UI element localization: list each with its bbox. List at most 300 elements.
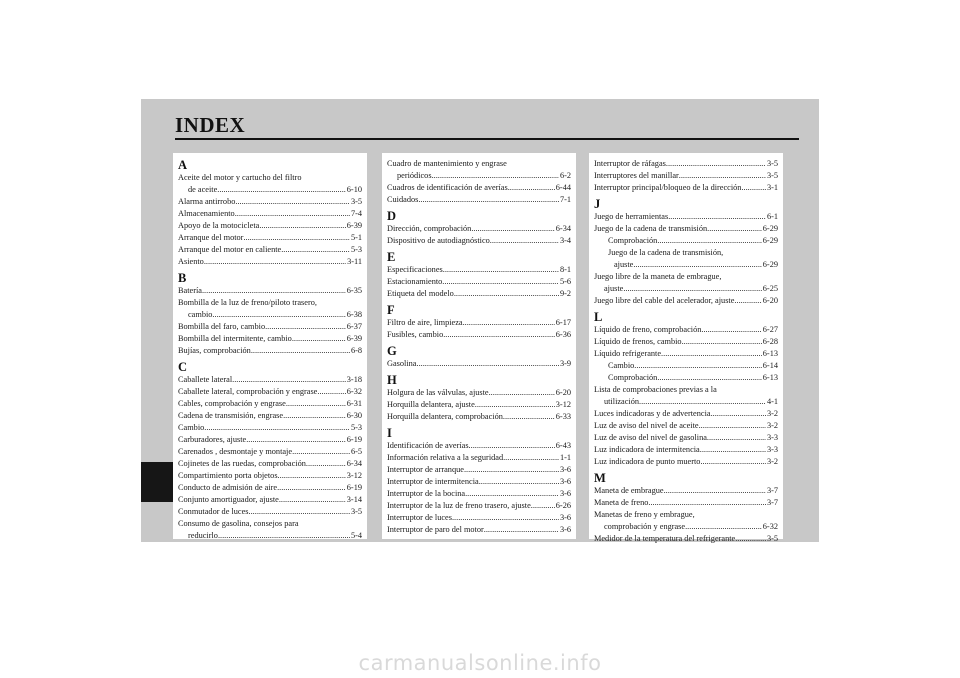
index-entry-label: Cables, comprobación y engrase xyxy=(178,399,286,408)
index-entry-page: 6-33 xyxy=(555,412,571,421)
index-entry-label: Cambio xyxy=(608,361,635,370)
dot-leader xyxy=(204,256,346,268)
index-section-letter: J xyxy=(594,197,601,211)
dot-leader xyxy=(432,170,559,182)
index-entry xyxy=(594,420,778,432)
index-entry xyxy=(387,288,571,300)
index-entry-heading: Lista de comprobaciones previas a la xyxy=(594,385,717,394)
index-entry-page: 6-35 xyxy=(346,286,362,295)
dot-leader xyxy=(666,158,766,170)
index-entry xyxy=(387,264,571,276)
index-entry-page: 6-29 xyxy=(762,260,778,269)
dot-leader xyxy=(531,500,555,512)
index-entry-label: Alarma antirrobo xyxy=(178,197,236,206)
dot-leader xyxy=(292,333,346,345)
index-entry-page: 6-20 xyxy=(555,388,571,397)
index-entry-label: Interruptor de arranque xyxy=(387,465,464,474)
index-section-letter: E xyxy=(387,250,396,264)
page-title: INDEX xyxy=(175,113,246,137)
index-entry-label: Comprobación xyxy=(608,236,658,245)
dot-leader xyxy=(292,446,350,458)
dot-leader xyxy=(246,434,346,446)
index-entry-page: 6-27 xyxy=(762,325,778,334)
index-entry xyxy=(178,256,362,268)
index-entry-label: utilización xyxy=(604,397,640,406)
dot-leader xyxy=(417,358,559,370)
dot-leader xyxy=(251,345,350,357)
index-section-letter: H xyxy=(387,373,397,387)
index-entry-page: 3-9 xyxy=(559,359,571,368)
index-entry xyxy=(594,497,778,509)
index-entry-page: 9-2 xyxy=(559,289,571,298)
index-entry-page: 6-26 xyxy=(555,501,571,510)
dot-leader xyxy=(442,276,559,288)
watermark: carmanualsonline.info xyxy=(358,651,602,675)
index-entry-page: 3-6 xyxy=(559,513,571,522)
index-entry xyxy=(178,470,362,482)
index-entry xyxy=(594,444,778,456)
index-entry-page: 3-7 xyxy=(766,498,778,507)
dot-leader xyxy=(317,386,345,398)
dot-leader xyxy=(463,317,555,329)
index-entry xyxy=(387,512,571,524)
index-section-letter: C xyxy=(178,360,188,374)
dot-leader xyxy=(711,408,766,420)
dot-leader xyxy=(679,170,766,182)
dot-leader xyxy=(202,285,346,297)
index-entry-label: Arranque del motor xyxy=(178,233,244,242)
index-entry-page: 6-1 xyxy=(766,212,778,221)
index-section-letter: L xyxy=(594,310,603,324)
index-entry-label: Dirección, comprobación xyxy=(387,224,472,233)
index-entry xyxy=(387,317,571,329)
index-entry xyxy=(594,158,778,170)
index-entry xyxy=(387,235,571,247)
index-entry-label: comprobación y engrase xyxy=(604,522,686,531)
index-entry-label: Maneta de freno xyxy=(594,498,649,507)
index-entry-label: Líquido refrigerante xyxy=(594,349,662,358)
index-entry xyxy=(178,309,362,321)
index-entry xyxy=(594,211,778,223)
index-entry xyxy=(594,485,778,497)
index-entry xyxy=(594,521,778,533)
section-tab xyxy=(141,462,177,502)
index-entry xyxy=(594,170,778,182)
index-entry-heading: Cuadro de mantenimiento y engrase xyxy=(387,159,507,168)
index-entry-page: 6-19 xyxy=(346,483,362,492)
index-entry-heading: Aceite del motor y cartucho del filtro xyxy=(178,173,302,182)
index-entry-label: Etiqueta del modelo xyxy=(387,289,454,298)
index-entry xyxy=(178,285,362,297)
index-entry xyxy=(387,387,571,399)
dot-leader xyxy=(648,497,766,509)
index-entry-page: 3-3 xyxy=(766,445,778,454)
dot-leader xyxy=(243,232,350,244)
dot-leader xyxy=(623,283,761,295)
index-entry xyxy=(387,500,571,512)
index-entry-page: 6-31 xyxy=(346,399,362,408)
dot-leader xyxy=(475,399,555,411)
index-entry xyxy=(387,476,571,488)
index-entry-label: Fusibles, cambio xyxy=(387,330,444,339)
index-section-letter: M xyxy=(594,471,606,485)
index-entry-page: 6-13 xyxy=(762,349,778,358)
dot-leader xyxy=(279,494,346,506)
index-entry-label: Almacenamiento xyxy=(178,209,235,218)
dot-leader xyxy=(490,235,559,247)
index-entry-label: Información relativa a la seguridad xyxy=(387,453,504,462)
index-entry-page: 7-4 xyxy=(350,209,362,218)
index-section-letter: D xyxy=(387,209,397,223)
dot-leader xyxy=(249,506,350,518)
index-entry xyxy=(387,411,571,423)
dot-leader xyxy=(306,458,346,470)
index-entry-label: Juego libre del cable del acelerador, ajuste xyxy=(594,296,735,305)
dot-leader xyxy=(265,321,346,333)
dot-leader xyxy=(235,196,350,208)
index-entry-page: 3-12 xyxy=(346,471,362,480)
dot-leader xyxy=(465,488,559,500)
index-entry xyxy=(178,434,362,446)
index-entry-label: reducirlo xyxy=(188,531,218,540)
index-entry-page: 5-3 xyxy=(350,245,362,254)
index-entry-page: 3-2 xyxy=(766,457,778,466)
index-section-letter: I xyxy=(387,426,392,440)
index-entry xyxy=(178,458,362,470)
index-entry-page: 3-11 xyxy=(347,257,362,266)
index-entry-label: Maneta de embrague xyxy=(594,486,664,495)
index-entry-page: 6-29 xyxy=(762,236,778,245)
index-entry-label: Conjunto amortiguador, ajuste xyxy=(178,495,279,504)
index-entry xyxy=(594,432,778,444)
index-entry-page: 6-2 xyxy=(559,171,571,180)
dot-leader xyxy=(286,398,346,410)
index-entry-heading: Consumo de gasolina, consejos para xyxy=(178,519,299,528)
index-entry xyxy=(178,506,362,518)
index-entry xyxy=(178,232,362,244)
index-entry-label: ajuste xyxy=(614,260,634,269)
index-entry-label: Conducto de admisión de aire xyxy=(178,483,278,492)
index-entry-page: 5-6 xyxy=(559,277,571,286)
index-entry-heading: Juego de la cadena de transmisión, xyxy=(608,248,724,257)
index-entry-label: Bujías, comprobación xyxy=(178,346,251,355)
index-entry-label: Horquilla delantera, comprobación xyxy=(387,412,503,421)
index-entry xyxy=(387,452,571,464)
index-entry xyxy=(178,422,362,434)
index-entry-label: Luz de aviso del nivel de gasolina xyxy=(594,433,707,442)
index-entry-label: Luz indicadora de intermitencia xyxy=(594,445,700,454)
index-entry-label: cambio xyxy=(188,310,213,319)
index-section-letter: F xyxy=(387,303,395,317)
index-entry xyxy=(178,321,362,333)
index-entry-page: 3-5 xyxy=(766,171,778,180)
index-entry-heading: Bombilla de la luz de freno/piloto trasero, xyxy=(178,298,317,307)
index-entry-label: Interruptor de paro del motor xyxy=(387,525,484,534)
index-entry-page: 6-30 xyxy=(346,411,362,420)
index-entry-page: 6-13 xyxy=(762,373,778,382)
dot-leader xyxy=(503,411,555,423)
dot-leader xyxy=(734,295,761,307)
index-entry-page: 6-5 xyxy=(350,447,362,456)
index-entry-page: 6-39 xyxy=(346,221,362,230)
index-entry-page: 6-17 xyxy=(555,318,571,327)
index-entry-label: periódicos xyxy=(397,171,432,180)
index-entry xyxy=(178,333,362,345)
index-entry xyxy=(387,276,571,288)
dot-leader xyxy=(452,512,559,524)
index-entry xyxy=(178,386,362,398)
dot-leader xyxy=(212,309,345,321)
index-entry xyxy=(594,182,778,194)
index-entry-label: Especificaciones xyxy=(387,265,443,274)
index-entry-page: 3-6 xyxy=(559,465,571,474)
index-entry xyxy=(594,348,778,360)
index-entry-page: 3-5 xyxy=(766,159,778,168)
index-entry xyxy=(387,170,571,182)
dot-leader xyxy=(283,410,346,422)
index-entry xyxy=(387,440,571,452)
index-entry-label: Interruptor de luces xyxy=(387,513,452,522)
index-entry-page: 3-7 xyxy=(766,486,778,495)
index-entry-label: Interruptor de la luz de freno trasero, ajuste xyxy=(387,501,531,510)
index-entry-label: Interruptor principal/bloqueo de la dirección xyxy=(594,183,742,192)
index-entry-page: 6-28 xyxy=(762,337,778,346)
index-entry xyxy=(178,482,362,494)
index-column-2 xyxy=(382,153,576,539)
index-entry-label: Cuidados xyxy=(387,195,419,204)
index-entry xyxy=(178,530,362,542)
index-entry-label: Cojinetes de las ruedas, comprobación xyxy=(178,459,306,468)
index-entry-page: 8-1 xyxy=(559,265,571,274)
index-entry xyxy=(178,208,362,220)
dot-leader xyxy=(685,521,762,533)
index-entry-heading: Juego libre de la maneta de embrague, xyxy=(594,272,722,281)
index-entry-page: 3-2 xyxy=(766,409,778,418)
dot-leader xyxy=(469,440,555,452)
index-entry-label: Holgura de las válvulas, ajuste xyxy=(387,388,489,397)
dot-leader xyxy=(464,464,559,476)
dot-leader xyxy=(259,220,345,232)
index-entry-label: Compartimiento porta objetos xyxy=(178,471,278,480)
index-entry-page: 5-1 xyxy=(350,233,362,242)
dot-leader xyxy=(657,235,761,247)
dot-leader xyxy=(661,348,762,360)
index-entry-page: 3-4 xyxy=(559,236,571,245)
index-entry xyxy=(594,259,778,271)
dot-leader xyxy=(664,485,766,497)
dot-leader xyxy=(699,420,766,432)
index-entry-label: Identificación de averías xyxy=(387,441,469,450)
dot-leader xyxy=(471,223,554,235)
index-entry-page: 6-32 xyxy=(346,387,362,396)
index-entry xyxy=(387,329,571,341)
dot-leader xyxy=(634,360,762,372)
index-entry-page: 3-6 xyxy=(559,489,571,498)
index-entry-page: 3-5 xyxy=(350,197,362,206)
dot-leader xyxy=(479,476,559,488)
index-entry-page: 6-32 xyxy=(762,522,778,531)
index-entry-label: de aceite xyxy=(188,185,218,194)
index-entry xyxy=(387,399,571,411)
index-entry-page: 6-29 xyxy=(762,224,778,233)
index-entry-page: 3-5 xyxy=(350,507,362,516)
index-entry-label: Juego de herramientas xyxy=(594,212,669,221)
index-entry-label: Cadena de transmisión, engrase xyxy=(178,411,284,420)
index-entry xyxy=(178,410,362,422)
index-entry-label: Estacionamiento xyxy=(387,277,443,286)
index-entry xyxy=(178,184,362,196)
index-entry-label: Conmutador de luces xyxy=(178,507,249,516)
dot-leader xyxy=(707,432,766,444)
index-entry xyxy=(594,223,778,235)
index-entry-page: 6-19 xyxy=(346,435,362,444)
index-entry-label: Interruptores del manillar xyxy=(594,171,679,180)
index-entry-page: 7-1 xyxy=(559,195,571,204)
dot-leader xyxy=(700,456,765,468)
dot-leader xyxy=(741,182,765,194)
dot-leader xyxy=(454,288,559,300)
manual-page xyxy=(141,99,819,542)
dot-leader xyxy=(639,396,766,408)
title-rule xyxy=(175,138,799,140)
index-entry xyxy=(594,360,778,372)
index-entry-label: Bombilla del faro, cambio xyxy=(178,322,266,331)
dot-leader xyxy=(278,470,346,482)
index-entry-page: 3-6 xyxy=(559,525,571,534)
dot-leader xyxy=(503,452,559,464)
index-entry-label: Líquido de frenos, cambio xyxy=(594,337,682,346)
dot-leader xyxy=(217,184,346,196)
index-column-3 xyxy=(589,153,783,543)
dot-leader xyxy=(682,336,762,348)
index-entry xyxy=(178,220,362,232)
dot-leader xyxy=(508,182,555,194)
index-entry-label: Cuadros de identificación de averías xyxy=(387,183,508,192)
index-entry-page: 3-3 xyxy=(766,433,778,442)
index-entry-page: 6-39 xyxy=(346,334,362,343)
index-entry xyxy=(594,324,778,336)
index-entry-page: 5-3 xyxy=(350,423,362,432)
index-entry-label: Dispositivo de autodiagnóstico xyxy=(387,236,490,245)
index-entry-label: Caballete lateral xyxy=(178,375,233,384)
dot-leader xyxy=(218,530,350,542)
index-entry-label: Luz indicadora de punto muerto xyxy=(594,457,701,466)
dot-leader xyxy=(443,264,559,276)
index-entry-page: 6-34 xyxy=(555,224,571,233)
index-entry xyxy=(387,194,571,206)
index-section-letter: G xyxy=(387,344,397,358)
index-entry-heading: Manetas de freno y embrague, xyxy=(594,510,695,519)
index-entry-page: 3-18 xyxy=(346,375,362,384)
index-entry-label: Carenados , desmontaje y montaje xyxy=(178,447,293,456)
index-entry-label: Asiento xyxy=(178,257,204,266)
index-entry xyxy=(178,374,362,386)
index-entry-page: 3-1 xyxy=(766,183,778,192)
index-entry-page: 5-4 xyxy=(350,531,362,540)
dot-leader xyxy=(484,524,559,536)
index-entry-label: Apoyo de la motocicleta xyxy=(178,221,260,230)
index-entry-page: 3-6 xyxy=(559,477,571,486)
index-entry-page: 6-37 xyxy=(346,322,362,331)
index-entry-label: ajuste xyxy=(604,284,624,293)
index-entry-label: Comprobación xyxy=(608,373,658,382)
index-entry-label: Gasolina xyxy=(387,359,417,368)
index-entry-page: 6-36 xyxy=(555,330,571,339)
index-entry xyxy=(594,283,778,295)
index-entry-page: 1-1 xyxy=(559,453,571,462)
dot-leader xyxy=(701,324,761,336)
index-entry-label: Carburadores, ajuste xyxy=(178,435,247,444)
dot-leader xyxy=(633,259,761,271)
index-entry-label: Arranque del motor en caliente xyxy=(178,245,282,254)
index-entry xyxy=(594,235,778,247)
index-entry-label: Cambio xyxy=(178,423,205,432)
index-entry xyxy=(178,244,362,256)
index-entry xyxy=(387,223,571,235)
index-entry-label: Batería xyxy=(178,286,202,295)
index-entry-page: 6-44 xyxy=(555,183,571,192)
dot-leader xyxy=(700,444,766,456)
index-entry-label: Interruptor de ráfagas xyxy=(594,159,666,168)
index-entry-page: 6-20 xyxy=(762,296,778,305)
index-entry-page: 6-14 xyxy=(762,361,778,370)
dot-leader xyxy=(668,211,766,223)
index-entry-page: 6-25 xyxy=(762,284,778,293)
index-entry-label: Horquilla delantera, ajuste xyxy=(387,400,475,409)
index-entry xyxy=(178,398,362,410)
index-entry xyxy=(594,456,778,468)
index-column-1 xyxy=(173,153,367,539)
index-entry-label: Medidor de la temperatura del refrigerante xyxy=(594,534,736,543)
index-entry xyxy=(387,488,571,500)
index-entry xyxy=(178,446,362,458)
index-entry-page: 4-1 xyxy=(766,397,778,406)
index-entry-label: Filtro de aire, limpieza xyxy=(387,318,463,327)
dot-leader xyxy=(489,387,555,399)
dot-leader xyxy=(735,533,766,545)
index-entry-page: 3-5 xyxy=(766,534,778,543)
index-entry xyxy=(594,372,778,384)
index-entry-page: 6-38 xyxy=(346,310,362,319)
index-entry-page: 6-8 xyxy=(350,346,362,355)
index-entry-label: Caballete lateral, comprobación y engrase xyxy=(178,387,318,396)
index-entry-page: 6-43 xyxy=(555,441,571,450)
dot-leader xyxy=(232,374,346,386)
dot-leader xyxy=(707,223,762,235)
index-section-letter: B xyxy=(178,271,187,285)
index-entry-label: Interruptor de intermitencia xyxy=(387,477,479,486)
dot-leader xyxy=(657,372,761,384)
index-entry xyxy=(594,336,778,348)
index-entry xyxy=(178,196,362,208)
index-entry-page: 3-14 xyxy=(346,495,362,504)
index-entry-label: Bombilla del intermitente, cambio xyxy=(178,334,292,343)
index-entry xyxy=(178,345,362,357)
index-entry xyxy=(594,396,778,408)
index-entry-page: 6-10 xyxy=(346,185,362,194)
index-entry xyxy=(594,295,778,307)
index-entry-label: Luz de aviso del nivel de aceite xyxy=(594,421,699,430)
index-entry xyxy=(178,494,362,506)
dot-leader xyxy=(204,422,350,434)
dot-leader xyxy=(277,482,346,494)
dot-leader xyxy=(418,194,559,206)
dot-leader xyxy=(281,244,350,256)
dot-leader xyxy=(443,329,555,341)
index-entry-page: 3-2 xyxy=(766,421,778,430)
index-entry-page: 3-12 xyxy=(555,400,571,409)
dot-leader xyxy=(235,208,350,220)
